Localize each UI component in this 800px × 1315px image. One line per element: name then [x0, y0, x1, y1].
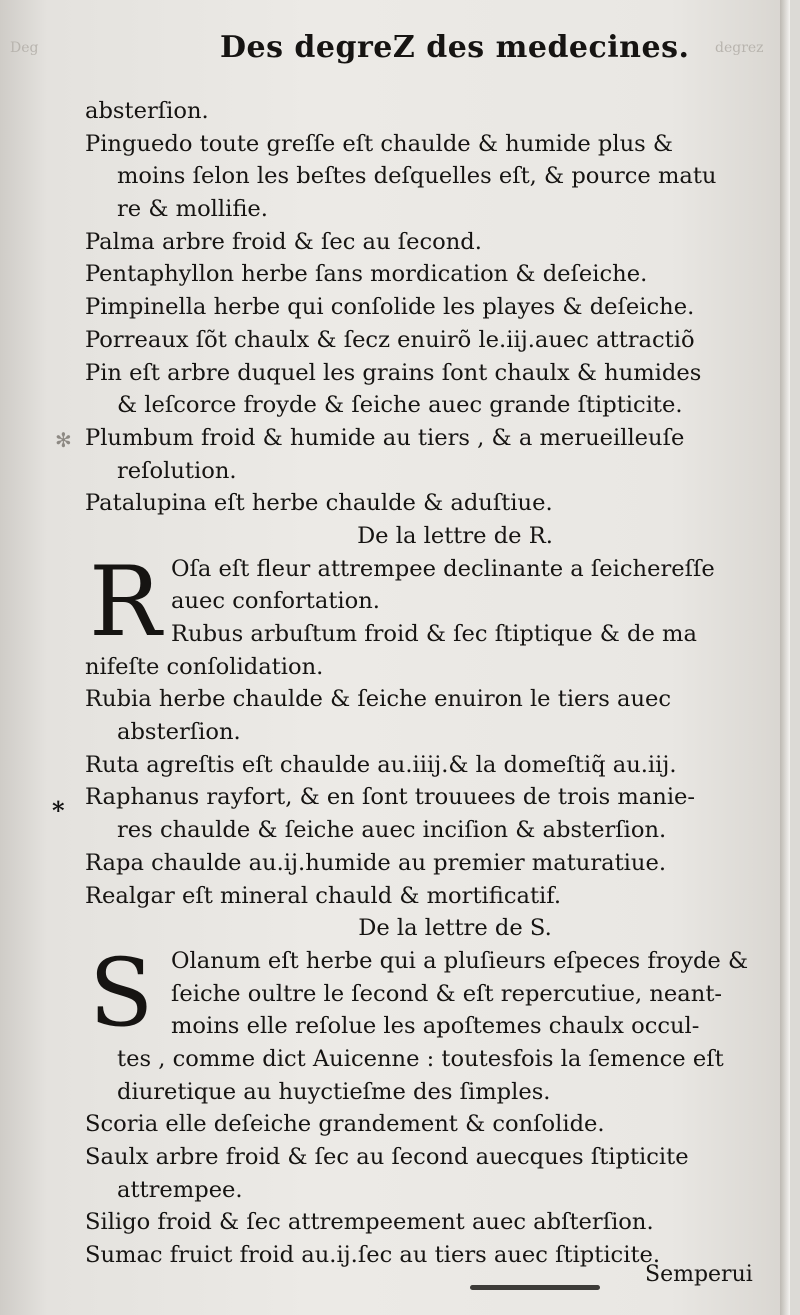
text-line: Olanum eſt herbe qui a pluſieurs eſpeces froyde & [171, 947, 749, 974]
text-line: Oſa eſt fleur attrempee declinante a ſeichereſſe [171, 555, 715, 582]
text-line: Pentaphyllon herbe ſans mordication & deſeiche. [85, 261, 648, 288]
text-line: Rapa chaulde au.ij.humide au premier maturatiue. [85, 849, 667, 876]
text-line: reſolution. [117, 457, 237, 484]
bleed-through-text-right: degrez [715, 40, 764, 56]
section-heading-r: De la lettre de R. [357, 522, 553, 549]
text-line: ſeiche oultre le ſecond & eſt repercutiue, neant- [171, 980, 723, 1007]
text-line: Saulx arbre froid & ſec au ſecond auecques ſtipticite [85, 1144, 689, 1170]
text-line: re & mollifie. [117, 196, 268, 223]
ink-smudge [470, 1285, 600, 1290]
text-line: Sumac fruict froid au.ij.ſec au tiers auec ſtipticite. [85, 1242, 661, 1269]
drop-cap-r: R [89, 545, 162, 658]
text-line: moins elle reſolue les apoſtemes chaulx occul- [171, 1013, 700, 1040]
text-line: & leſcorce froyde & ſeiche auec grande ſtipticite. [117, 392, 683, 419]
text-line: Palma arbre froid & ſec au ſecond. [85, 228, 482, 255]
bleed-through-text-left: Deg [10, 40, 39, 56]
text-line: Realgar eſt mineral chauld & mortificatif. [85, 882, 562, 909]
drop-cap-s: S [89, 938, 154, 1048]
faint-margin-mark: ✻ [55, 428, 72, 452]
text-line: Raphanus rayfort, & en ſont trouuees de trois manie- [85, 784, 696, 811]
running-head: Des degreZ des medecines. [220, 30, 690, 65]
text-line: attrempee. [117, 1176, 243, 1203]
text-line: Pinguedo toute greſſe eſt chaulde & humide plus & [85, 130, 674, 157]
text-line: diuretique au huyctieſme des ſimples. [117, 1078, 551, 1105]
text-line: moins ſelon les beſtes deſquelles eſt, & pource matu [117, 163, 717, 190]
text-line: absterſion. [85, 98, 209, 124]
text-line: res chaulde & ſeiche auec inciſion & absterſion. [117, 817, 667, 844]
section-heading-s: De la lettre de S. [358, 915, 552, 942]
drop-cap-block-r [85, 545, 765, 658]
text-line: Rubia herbe chaulde & ſeiche enuiron le tiers auec [85, 686, 672, 713]
text-line: Patalupina eſt herbe chaulde & aduſtiue. [85, 490, 553, 517]
text-line: Siligo froid & ſec attrempeement auec abſterſion. [85, 1209, 654, 1236]
text-line: Plumbum froid & humide au tiers , & a merueilleuſe [85, 424, 685, 451]
text-line: Scoria elle deſeiche grandement & conſolide. [85, 1111, 605, 1138]
page-edge [780, 0, 790, 1315]
text-line: nifeſte conſolidation. [85, 653, 324, 680]
drop-cap-block-s [85, 938, 765, 1048]
text-line: Ruta agreſtis eſt chaulde au.iiij.& la domeſtiq̃ au.iij. [85, 751, 677, 778]
text-column [85, 95, 765, 1272]
text-line: Pimpinella herbe qui conſolide les playes & deſeiche. [85, 294, 695, 321]
margin-asterisk: * [52, 796, 65, 825]
text-line: auec confortation. [171, 588, 380, 615]
catchword: Semperui [645, 1262, 753, 1287]
text-line: Porreaux ſõt chaulx & ſecz enuirõ le.iij.auec attractiõ [85, 326, 695, 353]
text-line: absterſion. [117, 719, 241, 746]
text-line: tes , comme dict Auicenne : toutesfois la ſemence eſt [117, 1045, 724, 1072]
text-line: Pin eſt arbre duquel les grains ſont chaulx & humides [85, 359, 702, 386]
text-line: Rubus arbuſtum froid & ſec ſtiptique & de ma [171, 621, 697, 647]
